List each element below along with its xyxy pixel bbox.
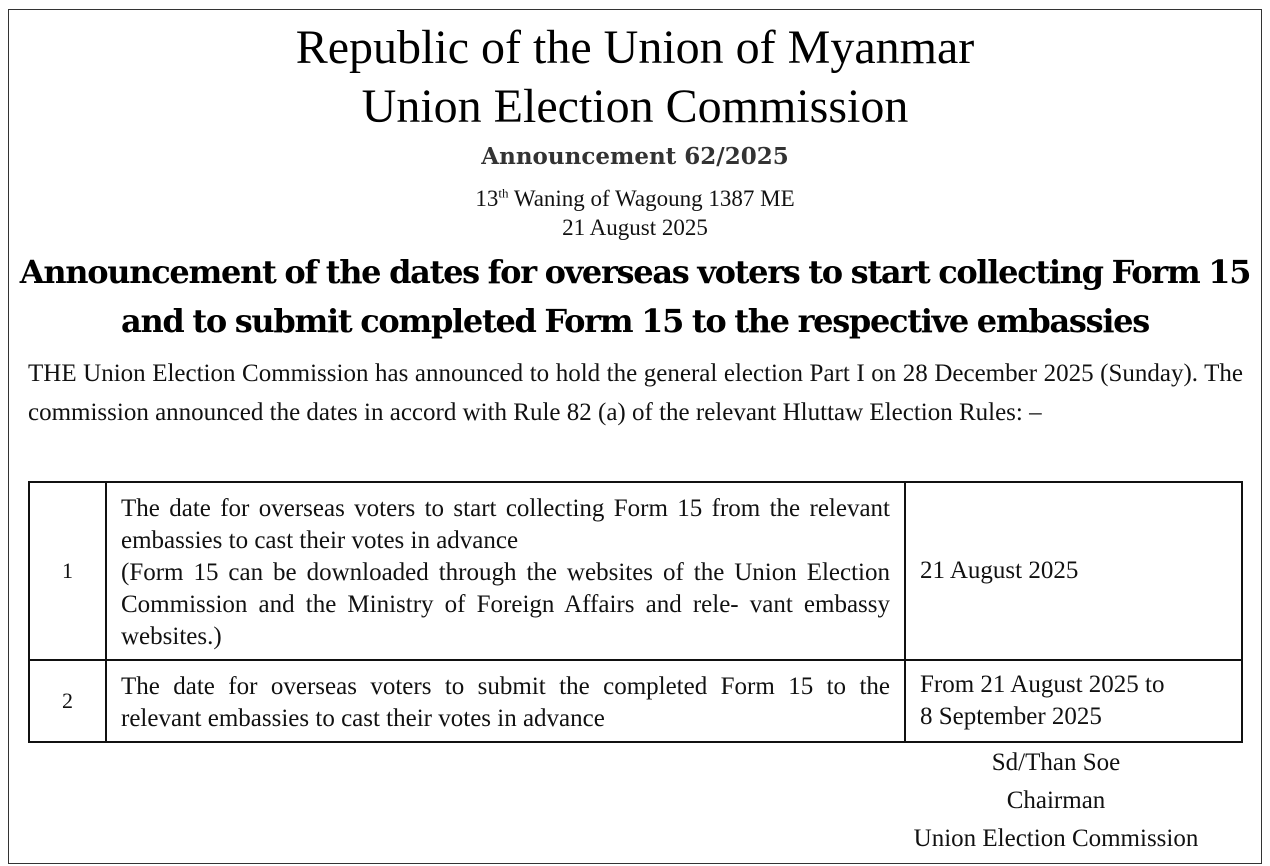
row-date-end: 8 September 2025 (920, 703, 1102, 730)
row-number: 2 (29, 660, 106, 742)
country-title: Republic of the Union of Myanmar (295, 21, 975, 74)
myanmar-date-suffix: th (498, 185, 509, 201)
myanmar-date-rest: Waning of Wagoung 1387 ME (508, 186, 795, 211)
row-date (905, 660, 1242, 742)
row-date: 21 August 2025 (905, 482, 1242, 660)
row-description-note: (Form 15 can be downloaded through the websites of the Union Election Commission and the Ministry of Foreign Affairs and rele- vant embassy websites.) (121, 559, 890, 650)
gregorian-date: 21 August 2025 (562, 215, 708, 240)
table-row (29, 482, 1242, 660)
announcement-number: Announcement 62/2025 (481, 143, 789, 170)
row-description (106, 482, 905, 660)
signature-name: Sd/Than Soe (991, 749, 1121, 776)
table-row (29, 660, 1242, 742)
row-description-text: The date for overseas voters to start collecting Form 15 from the relevant embassies to cast their votes in advance (121, 495, 890, 554)
row-description: The date for overseas voters to submit the completed Form 15 to the relevant embassies to cast their votes in advance (106, 660, 905, 742)
row-number: 1 (29, 482, 106, 660)
commission-title: Union Election Commission (361, 80, 909, 133)
myanmar-date-day: 13 (475, 186, 499, 211)
announcement-body: THE Union Election Commission has announced to hold the general election Part I on 28 December 2025 (Sunday). The commission announced the dates in accord with Rule 82 (a) of the relevant Hluttaw Election Rules: – (28, 360, 1243, 426)
signature-title: Chairman (1006, 787, 1106, 814)
myanmar-date (0, 185, 1270, 213)
dates-table (28, 481, 1243, 743)
announcement-headline: Announcement of the dates for overseas voters to start collecting Form 15 and to submit completed Form 15 to the respective embassies (19, 253, 1251, 340)
signature-block (840, 744, 1270, 858)
signature-organization: Union Election Commission (913, 825, 1199, 852)
row-date-start: From 21 August 2025 to (920, 671, 1165, 698)
